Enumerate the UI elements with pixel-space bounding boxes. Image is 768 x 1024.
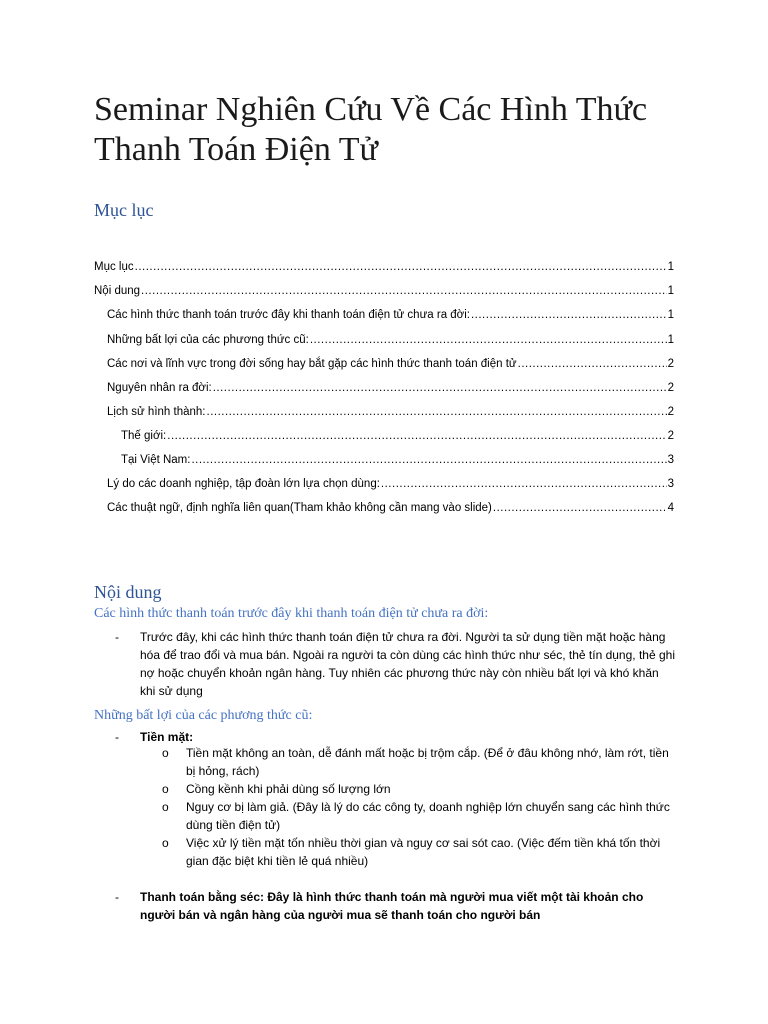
cheque-paragraph: Thanh toán bằng séc: Đây là hình thức thanh toán mà người mua viết một tài khoản cho người bán và ngân hàng của người mua sẽ thanh toán cho người bán xyxy=(140,890,644,922)
toc-heading: Mục lục xyxy=(94,200,154,220)
dash-bullet: - xyxy=(115,890,119,904)
list-item xyxy=(162,834,674,870)
toc-entry-page: 2 xyxy=(667,382,674,394)
toc-entry-label: Nội dung xyxy=(94,285,141,297)
toc-leader xyxy=(135,258,667,276)
toc-entry-page: 3 xyxy=(667,478,674,490)
toc-leader xyxy=(207,403,667,421)
list-item xyxy=(162,744,674,780)
toc-entry[interactable] xyxy=(121,427,674,445)
toc-entry-label: Những bất lợi của các phương thức cũ: xyxy=(107,334,309,346)
document-title: Seminar Nghiên Cứu Về Các Hình Thức Thanh Toán Điện Tử xyxy=(94,91,648,168)
toc-leader xyxy=(518,355,667,373)
toc-entry[interactable] xyxy=(107,379,674,397)
sub-item: Cồng kềnh khi phải dùng số lượng lớn xyxy=(186,782,391,796)
toc-leader xyxy=(471,306,667,324)
circle-bullet: o xyxy=(162,836,169,850)
toc-entry-label: Tại Việt Nam: xyxy=(121,454,191,466)
list-item xyxy=(162,780,674,798)
toc-entry-label: Các hình thức thanh toán trước đây khi thanh toán điện tử chưa ra đời: xyxy=(107,309,470,321)
cash-label: Tiền mặt: xyxy=(140,730,194,744)
circle-bullet: o xyxy=(162,800,169,814)
toc-entry[interactable] xyxy=(121,451,674,469)
toc-entry-label: Mục lục xyxy=(94,261,134,273)
toc-leader xyxy=(310,331,667,349)
list-item xyxy=(115,888,675,924)
toc-entry[interactable] xyxy=(107,355,674,373)
circle-bullet: o xyxy=(162,746,169,760)
section-heading: Những bất lợi của các phương thức cũ: xyxy=(94,708,313,723)
toc-entry[interactable] xyxy=(94,258,674,276)
paragraph: Trước đây, khi các hình thức thanh toán điện tử chưa ra đời. Người ta sử dụng tiền mặt hoặc hàng hóa để trao đổi và mua bán. Ngoài ra người ta còn dùng các hình thức như séc, thẻ tín dụng, thẻ ghi nợ hoặc chuyển khoản ngân hàng. Tuy nhiên các phương thức này còn nhiều bất lợi và khó khăn khi sử dụng xyxy=(140,630,675,698)
content-heading: Nội dung xyxy=(94,582,162,602)
toc-entry-label: Nguyên nhân ra đời: xyxy=(107,382,212,394)
toc-entry[interactable] xyxy=(107,306,674,324)
toc-entry-page: 2 xyxy=(667,358,674,370)
toc-entry-page: 1 xyxy=(667,285,674,297)
dash-bullet: - xyxy=(115,630,119,644)
list-item xyxy=(162,798,674,834)
circle-bullet: o xyxy=(162,782,169,796)
toc-entry[interactable] xyxy=(107,403,674,421)
toc-leader xyxy=(191,451,666,469)
toc-entry-page: 3 xyxy=(667,454,674,466)
toc-leader xyxy=(493,499,667,517)
dash-bullet: - xyxy=(115,730,119,744)
sub-item: Tiền mặt không an toàn, dễ đánh mất hoặc bị trộm cắp. (Để ở đâu không nhớ, làm rớt, tiền bị hỏng, rách) xyxy=(186,746,669,778)
toc-entry-page: 2 xyxy=(667,430,674,442)
toc-leader xyxy=(213,379,667,397)
toc-entry-label: Thế giới: xyxy=(121,430,167,442)
toc-entry-page: 4 xyxy=(667,502,674,514)
toc-entry-label: Các thuật ngữ, định nghĩa liên quan(Tham khảo không cần mang vào slide) xyxy=(107,502,492,514)
toc-leader xyxy=(141,282,667,300)
toc-entry-page: 2 xyxy=(667,406,674,418)
toc-leader xyxy=(381,475,667,493)
section-heading: Các hình thức thanh toán trước đây khi thanh toán điện tử chưa ra đời: xyxy=(94,606,489,621)
toc-entry-label: Lịch sử hình thành: xyxy=(107,406,206,418)
toc-entry[interactable] xyxy=(107,475,674,493)
toc-entry-page: 1 xyxy=(667,309,674,321)
toc-entry[interactable] xyxy=(107,499,674,517)
sub-item: Nguy cơ bị làm giả. (Đây là lý do các công ty, doanh nghiệp lớn chuyển sang các hình thức dùng tiền điện tử) xyxy=(186,800,670,832)
toc-entry-label: Các nơi và lĩnh vực trong đời sống hay bắt gặp các hình thức thanh toán điện tử xyxy=(107,358,517,370)
toc-entry[interactable] xyxy=(107,331,674,349)
toc-entry-label: Lý do các doanh nghiệp, tập đoàn lớn lựa chọn dùng: xyxy=(107,478,380,490)
toc-entry-page: 1 xyxy=(667,334,674,346)
list-item xyxy=(115,628,675,700)
sub-item: Việc xử lý tiền mặt tốn nhiều thời gian và nguy cơ sai sót cao. (Việc đếm tiền khá tốn thời gian đặc biệt khi tiền lẻ quá nhiều) xyxy=(186,836,661,868)
toc-leader xyxy=(167,427,666,445)
toc-entry[interactable] xyxy=(94,282,674,300)
toc-entry-page: 1 xyxy=(667,261,674,273)
